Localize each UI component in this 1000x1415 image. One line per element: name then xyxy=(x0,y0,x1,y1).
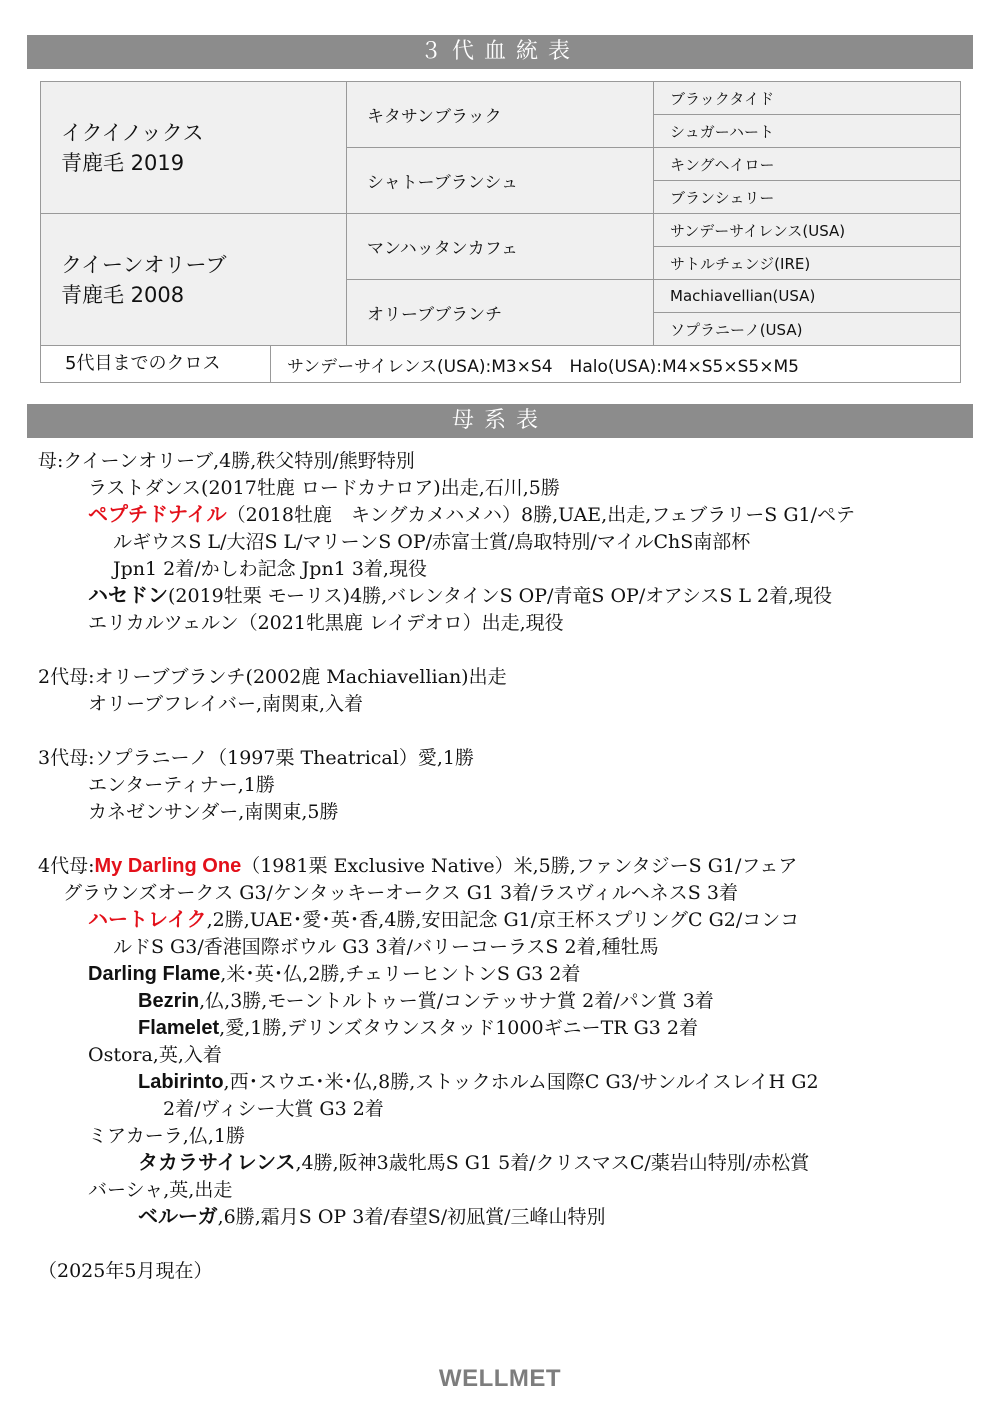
dam-sire: マンハッタンカフェ xyxy=(347,214,654,280)
family-line: 母:クイーンオリーブ,4勝,秩父特別/熊野特別 xyxy=(38,450,415,472)
sssd: シュガーハート xyxy=(654,115,961,148)
family-line: グラウンズオークス G3/ケンタッキーオークス G1 3着/ラスヴィルヘネスS 3着 xyxy=(63,882,738,904)
family-line: タカラサイレンス,4勝,阪神3歳牝馬S G1 5着/クリスマスC/薬岩山特別/赤松賞 xyxy=(138,1152,810,1174)
family-line: 2着/ヴィシー大賞 G3 2着 xyxy=(163,1098,384,1120)
dssd: サトルチェンジ(IRE) xyxy=(654,247,961,280)
pedigree-table xyxy=(40,81,961,383)
family-line: ミアカーラ,仏,1勝 xyxy=(88,1125,245,1147)
sire-cell xyxy=(41,82,347,214)
family-line: ハセドン(2019牡栗 モーリス)4勝,バレンタインS OP/青竜S OP/オアシスS L 2着,現役 xyxy=(88,585,833,607)
sire-sire: キタサンブラック xyxy=(347,82,654,148)
ddss: Machiavellian(USA) xyxy=(654,280,961,313)
family-line: Jpn1 2着/かしわ記念 Jpn1 3着,現役 xyxy=(113,558,427,580)
bold-horse: タカラサイレンス xyxy=(138,1152,296,1174)
bold-horse: Darling Flame xyxy=(88,963,221,985)
cross-row xyxy=(41,346,961,383)
dam-dam: オリーブブランチ xyxy=(347,280,654,346)
family-line: ラストダンス(2017牡鹿 ロードカナロア)出走,石川,5勝 xyxy=(88,477,560,499)
family-section xyxy=(38,448,968,1285)
dam-name: クイーンオリーブ xyxy=(61,252,227,277)
highlight-horse: ペプチドナイル xyxy=(88,504,227,526)
date-note: （2025年5月現在） xyxy=(38,1260,213,1282)
pedigree-header: ３代血統表 xyxy=(27,35,973,69)
ssss: ブラックタイド xyxy=(654,82,961,115)
ddsd: ソプラニーノ(USA) xyxy=(654,313,961,346)
bold-horse: ハセドン xyxy=(88,585,168,607)
wellmet-logo: WELLMET xyxy=(438,1365,562,1392)
family-line: Darling Flame,米･英･仏,2勝,チェリーヒントンS G3 2着 xyxy=(88,963,581,985)
family-line: Flamelet,愛,1勝,デリンズタウンスタッド1000ギニーTR G3 2着 xyxy=(138,1017,698,1039)
bold-horse: ベルーガ xyxy=(138,1206,218,1228)
family-line: ペプチドナイル（2018牡鹿 キングカメハメハ）8勝,UAE,出走,フェブラリーS G1/ペテ xyxy=(88,504,856,526)
family-line: ハートレイク,2勝,UAE･愛･英･香,4勝,安田記念 G1/京王杯スプリングC G2/コンコ xyxy=(88,909,800,931)
dam-cell xyxy=(41,214,347,346)
dam-color-year: 青鹿毛 2008 xyxy=(61,282,185,307)
sdsd: ブランシェリー xyxy=(654,181,961,214)
family-line: ベルーガ,6勝,霜月S OP 3着/春望S/初凪賞/三峰山特別 xyxy=(138,1206,606,1228)
family-line: カネゼンサンダー,南関東,5勝 xyxy=(88,801,339,823)
family-line: エンターティナー,1勝 xyxy=(88,774,275,796)
family-line: エリカルツェルン（2021牝黒鹿 レイデオロ）出走,現役 xyxy=(88,612,564,634)
sire-dam: シャトーブランシュ xyxy=(347,148,654,214)
sire-name: イクイノックス xyxy=(61,120,204,145)
family-line: ルギウスS L/大沼S L/マリーンS OP/赤富士賞/鳥取特別/マイルChS南部杯 xyxy=(113,531,751,553)
sdss: キングヘイロー xyxy=(654,148,961,181)
bold-horse: Flamelet xyxy=(138,1017,220,1039)
family-line: 4代母:My Darling One（1981栗 Exclusive Native）米,5勝,ファンタジーS G1/フェア xyxy=(38,855,798,877)
cross-label: 5代目までのクロス xyxy=(41,346,271,382)
family-line: Ostora,英,入着 xyxy=(88,1044,222,1066)
family-line: オリーブフレイバー,南関東,入着 xyxy=(88,693,364,715)
family-line: Bezrin,仏,3勝,モーントルトゥー賞/コンテッサナ賞 2着/パン賞 3着 xyxy=(138,990,714,1012)
bold-horse: Bezrin xyxy=(138,990,200,1012)
sire-color-year: 青鹿毛 2019 xyxy=(61,150,185,175)
cross-value: サンデーサイレンス(USA):M3×S4 Halo(USA):M4×S5×S5×M5 xyxy=(287,356,799,377)
family-header: 母系表 xyxy=(27,404,973,438)
family-line: 3代母:ソプラニーノ（1997栗 Theatrical）愛,1勝 xyxy=(38,747,474,769)
family-line: ルドS G3/香港国際ボウル G3 3着/バリーコーラスS 2着,種牡馬 xyxy=(113,936,659,958)
family-line: バーシャ,英,出走 xyxy=(88,1179,233,1201)
highlight-horse: My Darling One xyxy=(94,855,242,877)
family-line: 2代母:オリーブブランチ(2002鹿 Machiavellian)出走 xyxy=(38,666,507,688)
highlight-horse: ハートレイク xyxy=(88,909,207,931)
bold-horse: Labirinto xyxy=(138,1071,224,1093)
family-line: Labirinto,西･スウエ･米･仏,8勝,ストックホルム国際C G3/サンルイスレイH G2 xyxy=(138,1071,819,1093)
dsss: サンデーサイレンス(USA) xyxy=(654,214,961,247)
